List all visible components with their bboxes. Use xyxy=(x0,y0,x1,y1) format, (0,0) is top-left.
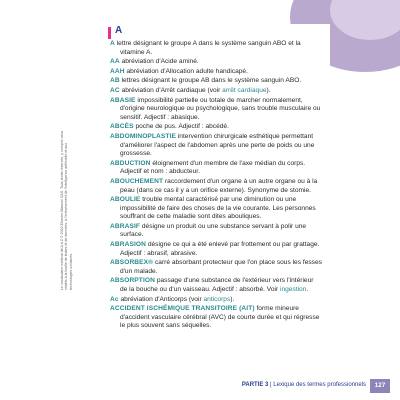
entry-term: ABOUCHEMENT xyxy=(110,177,164,185)
entry-term: ABOULIE xyxy=(110,196,141,204)
glossary-entry xyxy=(110,58,322,67)
entry-definition: raccordement d'un organe à un autre organe ou à la peau (dans ce cas il y a un orifice externe). Synonyme de stomie. xyxy=(120,177,318,194)
entry-definition: impossibilité partielle ou totale de marcher normalement, d'origine neurologique ou psychologique, sans trouble musculaire ou sensitif. Adjectif : abasique. xyxy=(120,96,321,121)
entry-definition: désigne un produit ou une substance servant à polir une surface. xyxy=(120,222,307,239)
glossary-entry xyxy=(110,196,322,222)
copyright-note: Le vocabulaire médical de A à Z © 2022 Elsevier Masson SAS. Tous droits réservés, y compris ceux relatifs à la fouille de textes et de données, à l'entraînement de l'intelligence artificielle et aux technologies similaires. xyxy=(60,130,73,290)
entry-term: ABSORPTION xyxy=(110,277,155,285)
entry-definition: carré absorbant protecteur que l'on place sous les fesses d'un malade. xyxy=(120,259,322,275)
entry-term: ACCIDENT ISCHÉMIQUE TRANSITOIRE (AIT) xyxy=(110,305,255,313)
entry-definition-end: . xyxy=(306,286,309,294)
page-number: 127 xyxy=(370,379,390,393)
entry-term: ABSORBEX® xyxy=(110,259,154,267)
entry-definition: forme mineure d'accident vasculaire cérébral (AVC) de courte durée et qui régresse le plus souvent sans séquelles. xyxy=(120,305,320,330)
cross-reference-link[interactable]: ingestion xyxy=(279,286,307,294)
entry-definition: lettre désignant le groupe A dans le système sanguin ABO et la vitamine A. xyxy=(116,40,301,56)
glossary-entry xyxy=(110,259,322,276)
cross-reference-link[interactable]: anticorps xyxy=(203,295,231,303)
entry-definition: lettres désignant le groupe AB dans le système sanguin ABO. xyxy=(121,77,302,85)
glossary-entry xyxy=(110,123,322,132)
glossary-entry xyxy=(110,305,322,331)
entry-term: AB xyxy=(110,77,120,85)
entry-definition-end: ). xyxy=(230,295,235,303)
glossary-entry xyxy=(110,223,322,240)
glossary-entry xyxy=(110,77,322,86)
section-marker xyxy=(108,27,111,39)
glossary-entry xyxy=(110,160,322,177)
entry-definition: poche de pus. Adjectif : abcédé. xyxy=(135,123,229,131)
entry-definition: abréviation d'Acide aminé. xyxy=(121,58,199,66)
footer-title: Lexique des termes professionnels xyxy=(273,382,366,388)
footer-label xyxy=(242,382,366,388)
entry-term: A xyxy=(110,40,115,47)
glossary-entry xyxy=(110,178,322,195)
entry-definition: trouble mental caractérisé par une diminution ou une impossibilité de faire des choses de la vie courante. Les personnes souffrant de cette maladie sont dites abouliques. xyxy=(120,196,316,221)
section-letter: A xyxy=(115,25,123,36)
entry-term: AA xyxy=(110,58,120,66)
entry-term: ABCÈS xyxy=(110,123,134,131)
entry-term: Ac xyxy=(110,295,119,303)
entry-definition: passage d'une substance de l'extérieur vers l'intérieur de la bouche ou d'un vaisseau. Adjectif : absorbé. Voir xyxy=(120,277,314,294)
footer-separator: | xyxy=(270,382,274,388)
entry-definition: abréviation d'Arrêt cardiaque (voir xyxy=(121,86,223,94)
cross-reference-link[interactable]: arrêt cardiaque xyxy=(222,86,267,94)
glossary-entries xyxy=(110,40,322,332)
entry-definition: éloignement d'un membre de l'axe médian du corps. Adjectif et nom : abducteur. xyxy=(120,159,306,176)
entry-term: AAH xyxy=(110,67,125,75)
entry-definition: abréviation d'Anticorps (voir xyxy=(120,295,204,303)
footer-part: PARTIE 3 xyxy=(241,382,269,388)
entry-definition: abréviation d'Allocation adulte handicapé. xyxy=(126,67,248,75)
entry-term: ABRASION xyxy=(110,241,146,249)
glossary-entry xyxy=(110,277,322,294)
entry-term: ABRASIF xyxy=(110,222,141,230)
entry-term: AC xyxy=(110,86,120,94)
entry-term: ABDUCTION xyxy=(110,159,151,167)
glossary-entry xyxy=(110,97,322,123)
glossary-entry xyxy=(110,241,322,258)
glossary-entry xyxy=(110,40,322,57)
page-footer xyxy=(110,380,390,394)
glossary-entry xyxy=(110,133,322,159)
entry-term: ABASIE xyxy=(110,96,136,104)
entry-definition: intervention chirurgicale esthétique permettant d'améliorer l'aspect de l'abdomen après une perte de poids ou une grossesse. xyxy=(120,132,315,158)
glossary-entry xyxy=(110,296,322,305)
glossary-entry xyxy=(110,87,322,96)
entry-definition-end: ). xyxy=(266,86,271,94)
entry-definition: désigne ce qui a été enlevé par frottement ou par grattage. Adjectif : abrasif, abrasive. xyxy=(120,241,320,257)
entry-term: ABDOMINOPLASTIE xyxy=(110,132,176,140)
glossary-entry xyxy=(110,68,322,77)
